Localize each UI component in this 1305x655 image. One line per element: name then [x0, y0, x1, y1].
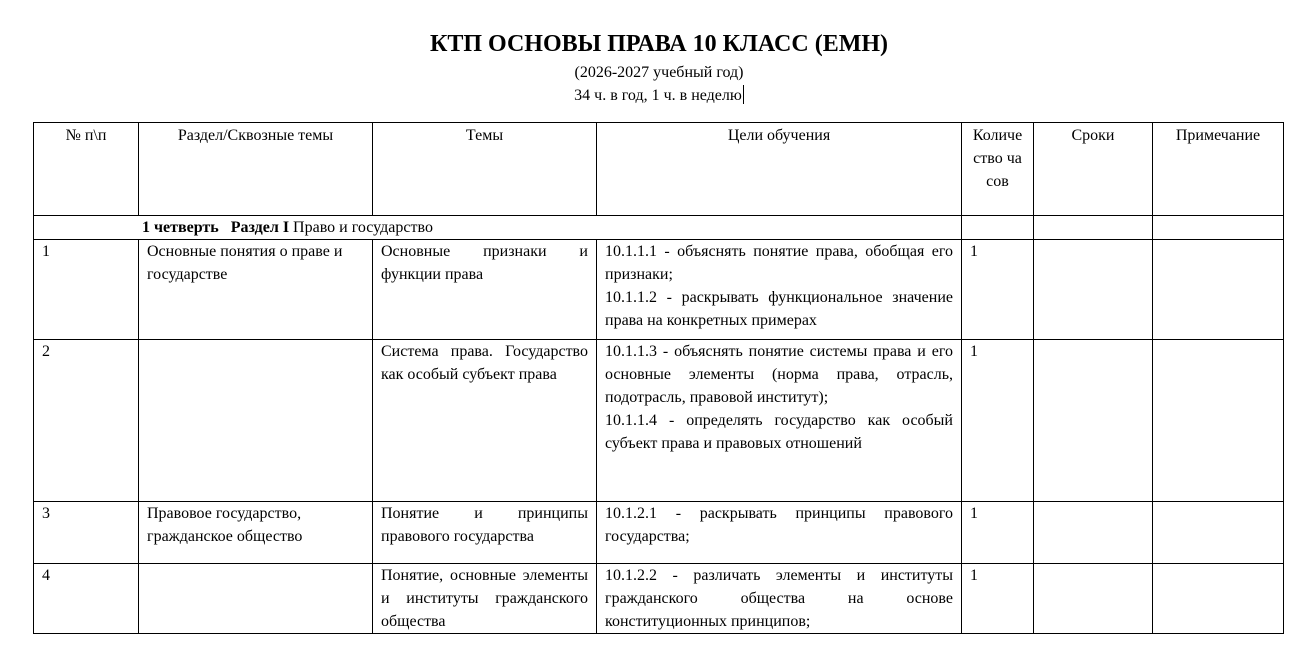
header-dates: Сроки — [1034, 123, 1153, 216]
row-dates[interactable] — [1034, 502, 1153, 564]
row-goals — [597, 502, 962, 564]
goal-item: 10.1.1.1 - объяснять понятие права, обобщая его признаки; — [605, 243, 953, 283]
text-cursor — [743, 85, 744, 104]
header-num: № п\п — [34, 123, 139, 216]
row-topic: Система права. Государство как особый субъект права — [373, 340, 597, 502]
table-row — [34, 564, 1284, 634]
row-notes[interactable] — [1153, 240, 1284, 340]
header-hours: Количество часов — [962, 123, 1034, 216]
quarter-row — [34, 216, 1284, 240]
row-hours: 1 — [962, 340, 1034, 502]
header-notes: Примечание — [1153, 123, 1284, 216]
row-topic: Понятие, основные элементы и институты гражданского общества — [373, 564, 597, 634]
row-hours: 1 — [962, 240, 1034, 340]
header-row — [34, 123, 1284, 216]
document-title: КТП ОСНОВЫ ПРАВА 10 КЛАСС (ЕМН) — [429, 31, 889, 57]
row-notes[interactable] — [1153, 340, 1284, 502]
quarter-hours-cell — [962, 216, 1034, 240]
row-topic: Основные признаки и функции права — [373, 240, 597, 340]
ktp-table — [33, 122, 1284, 634]
row-hours: 1 — [962, 564, 1034, 634]
quarter-dates-cell — [1034, 216, 1153, 240]
row-goals — [597, 564, 962, 634]
row-num: 4 — [34, 564, 139, 634]
goal-item: 10.1.1.3 - объяснять понятие системы права и его основные элементы (норма права, отрасль, подотрасль, правовой институт); — [605, 343, 953, 406]
document-subtitle — [0, 61, 1305, 107]
row-num: 1 — [34, 240, 139, 340]
header-topic: Темы — [373, 123, 597, 216]
row-dates[interactable] — [1034, 340, 1153, 502]
row-dates[interactable] — [1034, 564, 1153, 634]
hours-info: 34 ч. в год, 1 ч. в неделю — [574, 87, 742, 104]
quarter-cell — [34, 216, 962, 240]
row-goals — [597, 340, 962, 502]
quarter-label: 1 четверть Раздел I — [142, 219, 290, 236]
table-row — [34, 502, 1284, 564]
goal-item: 10.1.1.4 - определять государство как особый субъект права и правовых отношений — [605, 412, 953, 452]
row-section: Основные понятия о праве и государстве — [139, 240, 373, 340]
table-row — [34, 340, 1284, 502]
row-section — [139, 564, 373, 634]
table-row — [34, 240, 1284, 340]
row-notes[interactable] — [1153, 502, 1284, 564]
row-num: 2 — [34, 340, 139, 502]
header-section: Раздел/Сквозные темы — [139, 123, 373, 216]
quarter-name: Право и государство — [293, 219, 433, 236]
header-goals: Цели обучения — [597, 123, 962, 216]
goal-item: 10.1.1.2 - раскрывать функциональное значение права на конкретных примерах — [605, 289, 953, 329]
row-hours: 1 — [962, 502, 1034, 564]
row-goals — [597, 240, 962, 340]
row-section: Правовое государство, гражданское общество — [139, 502, 373, 564]
row-topic: Понятие и принципы правового государства — [373, 502, 597, 564]
quarter-notes-cell — [1153, 216, 1284, 240]
row-notes[interactable] — [1153, 564, 1284, 634]
row-num: 3 — [34, 502, 139, 564]
hours-info-line[interactable] — [0, 84, 1305, 107]
goal-item: 10.1.2.2 - различать элементы и институты гражданского общества на основе конституционных принципов; — [605, 567, 953, 630]
row-dates[interactable] — [1034, 240, 1153, 340]
goal-item: 10.1.2.1 - раскрывать принципы правового государства; — [605, 505, 953, 545]
row-section — [139, 340, 373, 502]
school-year: (2026-2027 учебный год) — [574, 64, 744, 81]
